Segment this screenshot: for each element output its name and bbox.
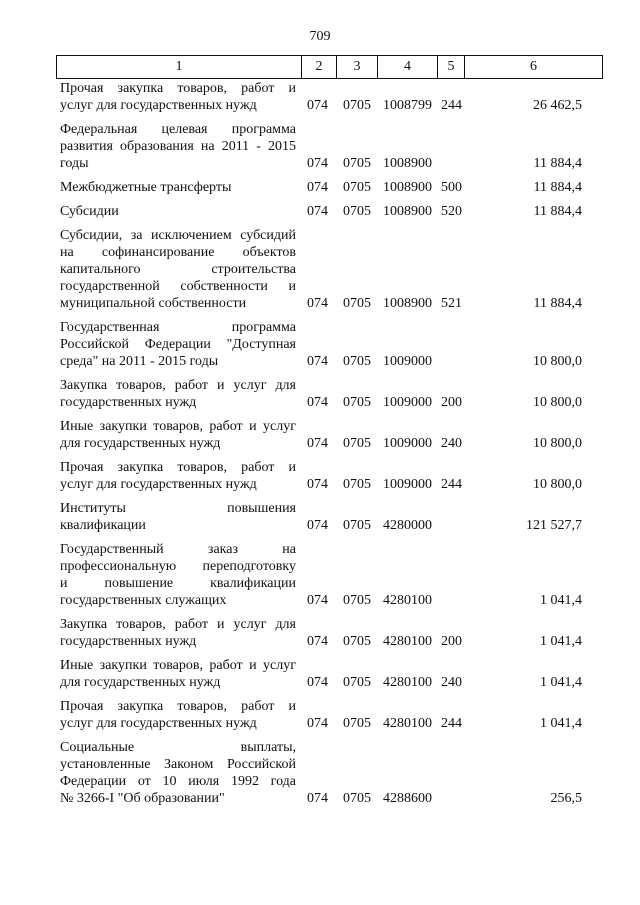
description-line: установленные Законом Российской [60, 757, 296, 772]
column-header-1: 1 [57, 56, 302, 79]
row-description [60, 739, 296, 807]
expense-type-code: 520 [441, 204, 462, 219]
table-row [0, 541, 640, 609]
row-description [60, 698, 296, 732]
ministry-code: 074 [307, 716, 328, 731]
ministry-code: 074 [307, 634, 328, 649]
expense-type-code: 521 [441, 296, 462, 311]
amount: 10 800,0 [533, 354, 582, 369]
expense-type-code: 500 [441, 180, 462, 195]
ministry-code: 074 [307, 180, 328, 195]
description-line: Закупка товаров, работ и услуг для [60, 378, 296, 393]
section-code: 0705 [343, 156, 371, 171]
target-article-code: 1008900 [383, 180, 432, 195]
ministry-code: 074 [307, 477, 328, 492]
ministry-code: 074 [307, 204, 328, 219]
description-line: Государственный заказ на [60, 542, 296, 557]
description-line: услуг для государственных нужд [60, 477, 257, 492]
ministry-code: 074 [307, 98, 328, 113]
row-description [60, 121, 296, 172]
description-line: для государственных нужд [60, 436, 221, 451]
section-code: 0705 [343, 296, 371, 311]
expense-type-code: 200 [441, 634, 462, 649]
description-line: Иные закупки товаров, работ и услуг [60, 419, 296, 434]
description-line: Субсидии, за исключением субсидий [60, 228, 296, 243]
description-line: услуг для государственных нужд [60, 98, 257, 113]
description-line: Прочая закупка товаров, работ и [60, 460, 296, 475]
description-line: услуг для государственных нужд [60, 716, 257, 731]
ministry-code: 074 [307, 675, 328, 690]
description-line: Российской Федерации "Доступная [60, 337, 296, 352]
description-line: для государственных нужд [60, 675, 221, 690]
table-row [0, 203, 640, 220]
column-header-5: 5 [438, 56, 465, 79]
table-row [0, 459, 640, 493]
section-code: 0705 [343, 634, 371, 649]
description-line: на софинансирование объектов [60, 245, 296, 260]
target-article-code: 4280100 [383, 593, 432, 608]
description-line: и повышение квалификации [60, 576, 296, 591]
amount: 10 800,0 [533, 477, 582, 492]
row-description [60, 377, 296, 411]
description-line: квалификации [60, 518, 146, 533]
expense-type-code: 244 [441, 716, 462, 731]
section-code: 0705 [343, 354, 371, 369]
column-header-2: 2 [302, 56, 337, 79]
section-code: 0705 [343, 180, 371, 195]
section-code: 0705 [343, 395, 371, 410]
amount: 11 884,4 [533, 180, 582, 195]
row-description [60, 616, 296, 650]
table-row [0, 698, 640, 732]
ministry-code: 074 [307, 436, 328, 451]
description-line: Прочая закупка товаров, работ и [60, 699, 296, 714]
row-description [60, 227, 296, 312]
ministry-code: 074 [307, 296, 328, 311]
description-line: Федерации от 10 июля 1992 года [60, 774, 296, 789]
expense-type-code: 244 [441, 98, 462, 113]
target-article-code: 1008900 [383, 296, 432, 311]
row-description [60, 319, 296, 370]
description-line: Институты повышения [60, 501, 296, 516]
description-line: Иные закупки товаров, работ и услуг [60, 658, 296, 673]
table-row [0, 739, 640, 807]
row-description [60, 418, 296, 452]
description-line: государственных нужд [60, 395, 197, 410]
table-row [0, 227, 640, 312]
column-header-table [56, 55, 603, 79]
description-line: годы [60, 156, 89, 171]
description-line: среда" на 2011 - 2015 годы [60, 354, 219, 369]
target-article-code: 4280000 [383, 518, 432, 533]
column-header-3: 3 [337, 56, 378, 79]
page-number: 709 [309, 29, 331, 44]
expense-type-code: 240 [441, 675, 462, 690]
description-line: капитального строительства [60, 262, 296, 277]
table-row [0, 657, 640, 691]
column-header-6: 6 [465, 56, 603, 79]
description-line: государственной собственности и [60, 279, 296, 294]
target-article-code: 1009000 [383, 436, 432, 451]
section-code: 0705 [343, 675, 371, 690]
budget-rows [0, 80, 640, 814]
description-line: Государственная программа [60, 320, 296, 335]
expense-type-code: 200 [441, 395, 462, 410]
amount: 1 041,4 [540, 716, 582, 731]
description-line: № 3266-I "Об образовании" [60, 791, 225, 806]
description-line: государственных нужд [60, 634, 197, 649]
amount: 11 884,4 [533, 296, 582, 311]
description-line: Федеральная целевая программа [60, 122, 296, 137]
description-line: муниципальной собственности [60, 296, 247, 311]
ministry-code: 074 [307, 395, 328, 410]
row-description [60, 500, 296, 534]
description-line: Закупка товаров, работ и услуг для [60, 617, 296, 632]
description-line: государственных служащих [60, 593, 227, 608]
expense-type-code: 244 [441, 477, 462, 492]
row-description [60, 203, 296, 220]
target-article-code: 1008799 [383, 98, 432, 113]
target-article-code: 4288600 [383, 791, 432, 806]
target-article-code: 1008900 [383, 156, 432, 171]
row-description [60, 80, 296, 114]
amount: 256,5 [550, 791, 582, 806]
row-description [60, 541, 296, 609]
ministry-code: 074 [307, 593, 328, 608]
amount: 1 041,4 [540, 634, 582, 649]
row-description [60, 459, 296, 493]
description-line: профессиональную переподготовку [60, 559, 296, 574]
section-code: 0705 [343, 204, 371, 219]
description-line: Прочая закупка товаров, работ и [60, 81, 296, 96]
amount: 10 800,0 [533, 436, 582, 451]
section-code: 0705 [343, 593, 371, 608]
target-article-code: 4280100 [383, 634, 432, 649]
amount: 11 884,4 [533, 156, 582, 171]
table-row [0, 418, 640, 452]
row-description [60, 179, 296, 196]
expense-type-code: 240 [441, 436, 462, 451]
table-row [0, 80, 640, 114]
column-header-4: 4 [378, 56, 438, 79]
target-article-code: 1008900 [383, 204, 432, 219]
amount: 26 462,5 [533, 98, 582, 113]
target-article-code: 4280100 [383, 716, 432, 731]
target-article-code: 1009000 [383, 477, 432, 492]
table-row [0, 319, 640, 370]
amount: 11 884,4 [533, 204, 582, 219]
ministry-code: 074 [307, 791, 328, 806]
description-line: развития образования на 2011 - 2015 [60, 139, 296, 154]
target-article-code: 1009000 [383, 354, 432, 369]
section-code: 0705 [343, 716, 371, 731]
table-row [0, 179, 640, 196]
section-code: 0705 [343, 518, 371, 533]
description-line: Межбюджетные трансферты [60, 180, 232, 195]
table-row [0, 500, 640, 534]
column-header-row [57, 56, 603, 79]
table-row [0, 121, 640, 172]
target-article-code: 1009000 [383, 395, 432, 410]
amount: 1 041,4 [540, 593, 582, 608]
row-description [60, 657, 296, 691]
description-line: Субсидии [60, 204, 119, 219]
section-code: 0705 [343, 436, 371, 451]
section-code: 0705 [343, 791, 371, 806]
ministry-code: 074 [307, 518, 328, 533]
ministry-code: 074 [307, 156, 328, 171]
ministry-code: 074 [307, 354, 328, 369]
description-line: Социальные выплаты, [60, 740, 296, 755]
section-code: 0705 [343, 98, 371, 113]
amount: 10 800,0 [533, 395, 582, 410]
table-row [0, 377, 640, 411]
amount: 121 527,7 [526, 518, 582, 533]
amount: 1 041,4 [540, 675, 582, 690]
target-article-code: 4280100 [383, 675, 432, 690]
table-row [0, 616, 640, 650]
section-code: 0705 [343, 477, 371, 492]
